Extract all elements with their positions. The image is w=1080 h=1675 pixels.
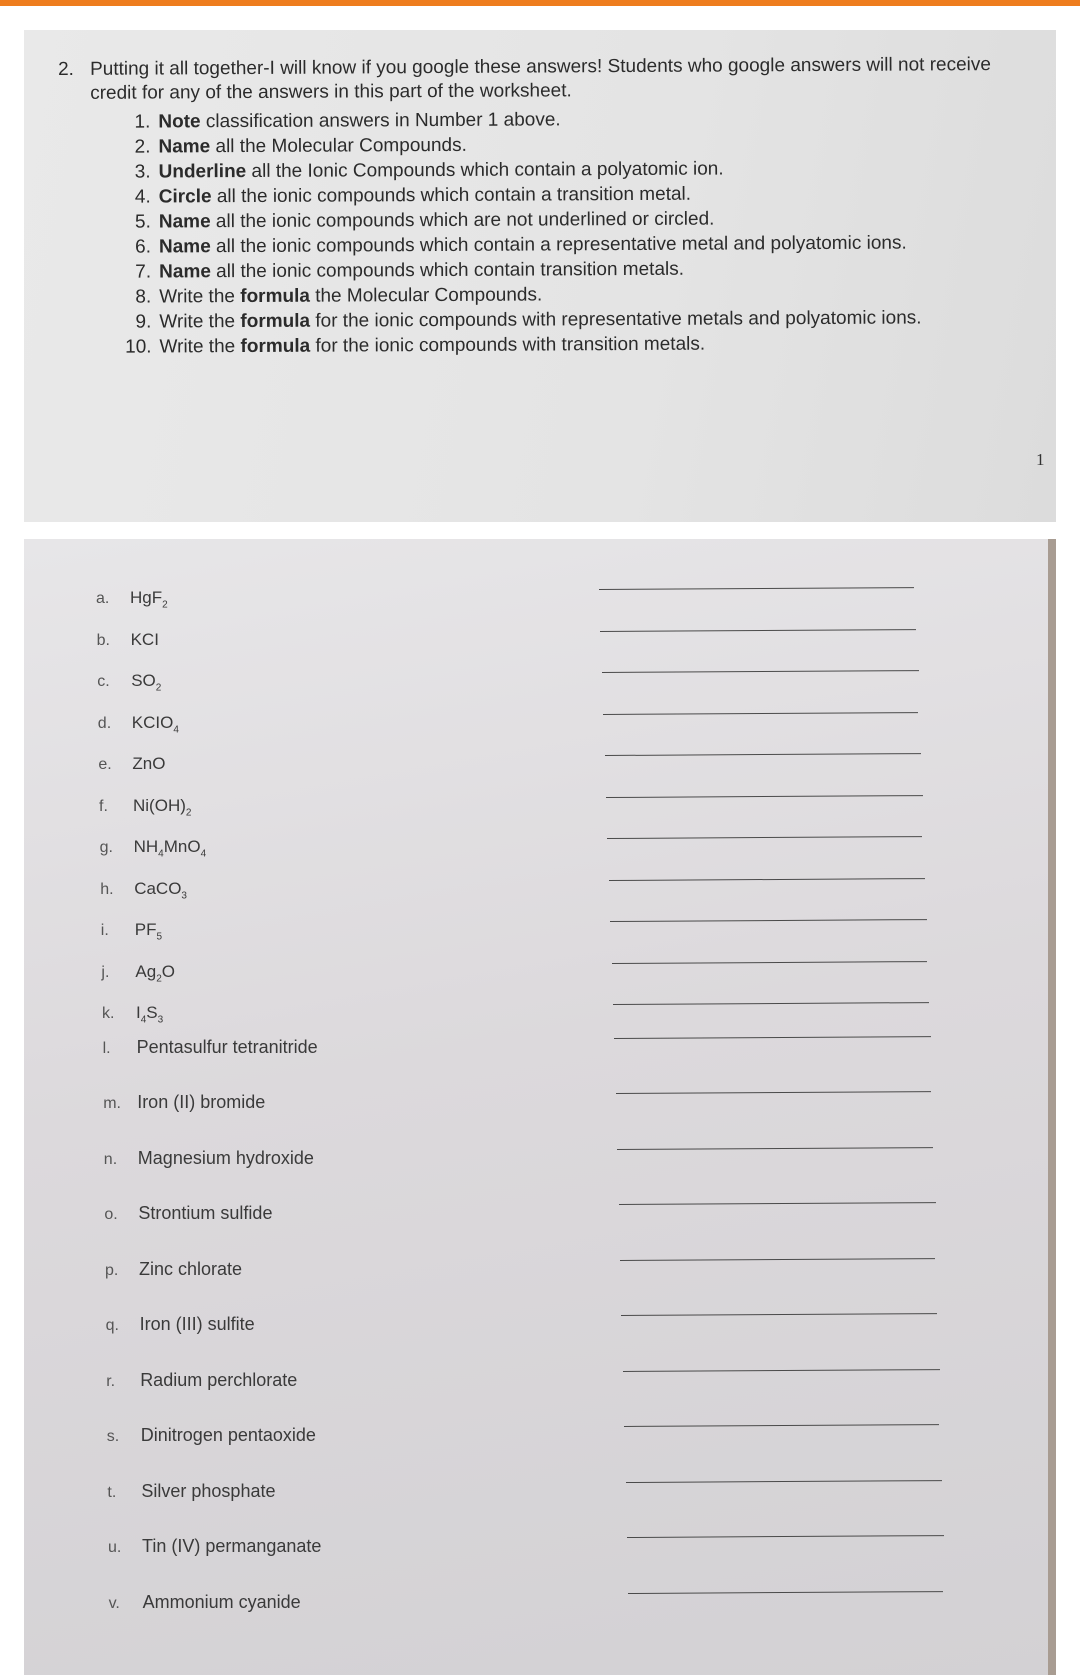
step-number: 6. [135, 236, 152, 258]
question-item [101, 962, 175, 984]
step-number: 1. [134, 111, 151, 133]
answer-line[interactable] [621, 1313, 937, 1316]
question-letter: i. [100, 922, 109, 939]
paper-edge-shadow [1048, 539, 1056, 1675]
question-letter: m. [103, 1095, 121, 1112]
step-number: 8. [135, 286, 152, 308]
question-letter: o. [104, 1206, 118, 1223]
question-letter: a. [96, 590, 110, 607]
answer-line[interactable] [628, 1591, 943, 1594]
answer-line[interactable] [600, 629, 916, 632]
question-text: CaCO$_3$ [134, 878, 187, 901]
question-text: $Ag_2O$ [135, 961, 175, 984]
question-item [103, 1037, 318, 1058]
answer-line[interactable] [603, 712, 918, 715]
question-item [100, 837, 207, 859]
question-letter: g. [99, 839, 113, 856]
step-number: 7. [135, 261, 152, 283]
step-number: 5. [134, 211, 151, 233]
answer-line[interactable] [614, 1036, 931, 1039]
question-text: Zinc chlorate [139, 1258, 243, 1279]
instruction-steps [58, 105, 1019, 360]
step-number: 2. [134, 136, 151, 158]
question-item [100, 879, 187, 901]
step-text: Note classification answers in Number 1 above. [158, 109, 561, 133]
step-keyword: Name [158, 236, 211, 258]
question-text: ZnO [132, 754, 166, 773]
step-text: Write the formula for the ionic compounds with representative metals and polyatomic ions. [159, 307, 922, 333]
question-letter: h. [100, 880, 114, 898]
instructions-photo [24, 30, 1056, 522]
answer-line[interactable] [599, 587, 914, 590]
question-text: $Ni(OH)_2$ [133, 795, 192, 818]
step-text: Write the formula for the ionic compounds with transition metals. [159, 333, 706, 358]
answer-line[interactable] [623, 1369, 940, 1372]
answer-line[interactable] [624, 1424, 939, 1427]
question-text: Iron (III) sulfite [139, 1314, 255, 1334]
answer-line[interactable] [605, 753, 921, 756]
step-number: 4. [134, 186, 151, 208]
question-text: Dinitrogen pentaoxide [140, 1425, 316, 1445]
question-text: $SO_2$ [131, 671, 162, 694]
step-text: Name all the ionic compounds which are not underlined or circled. [158, 208, 715, 233]
step-keyword: Circle [158, 186, 212, 208]
step-number: 9. [135, 311, 152, 333]
question-item [105, 1259, 242, 1280]
answer-line[interactable] [613, 1002, 929, 1005]
question-text: Pentasulfur tetranitride [136, 1036, 318, 1057]
question-letter: r. [106, 1372, 116, 1390]
answer-line[interactable] [609, 878, 925, 881]
question-text: HgF$_2$ [130, 588, 168, 611]
answer-line[interactable] [617, 1147, 933, 1150]
answer-line[interactable] [612, 961, 927, 964]
question-item [96, 588, 168, 610]
step-keyword: Note [158, 111, 201, 133]
step-text: Underline all the Ionic Compounds which contain a polyatomic ion. [158, 158, 724, 183]
step-keyword: formula [240, 285, 310, 308]
question-letter: s. [106, 1428, 120, 1445]
answer-line[interactable] [610, 919, 927, 922]
answer-line[interactable] [620, 1258, 935, 1261]
question-item [101, 920, 162, 942]
question-intro-text: Putting it all together-I will know if you google these answers! Students who google answers will not receive credit for any of the answers in this part of the worksheet. [90, 54, 991, 104]
question-text: Iron (II) bromide [137, 1092, 266, 1112]
instructions-block [58, 53, 1020, 360]
step-text: Name all the ionic compounds which contain transition metals. [159, 258, 685, 283]
question-letter: c. [97, 673, 110, 690]
question-text: Ammonium cyanide [142, 1591, 301, 1612]
question-item [98, 754, 165, 774]
question-letter: b. [96, 631, 110, 649]
question-text: Radium perchlorate [140, 1369, 298, 1390]
question-text: $PF_5$ [134, 920, 163, 943]
question-item [107, 1481, 275, 1502]
question-letter: e. [98, 756, 112, 773]
question-item [108, 1536, 321, 1557]
question-item [106, 1314, 255, 1335]
step-text: Name all the Molecular Compounds. [158, 134, 467, 158]
question-letter: d. [97, 714, 112, 732]
step-keyword: Name [159, 261, 211, 283]
question-letter: l. [102, 1039, 111, 1057]
question-intro [58, 53, 1018, 106]
question-text: Strontium sulfide [138, 1203, 273, 1223]
question-letter: n. [103, 1150, 118, 1168]
question-item [97, 630, 159, 650]
question-text: Silver phosphate [141, 1480, 276, 1501]
answer-line[interactable] [606, 795, 923, 798]
question-letter: v. [108, 1594, 120, 1612]
step-keyword: Name [158, 136, 211, 158]
question-item [99, 796, 191, 818]
question-letter: q. [105, 1317, 119, 1334]
step-keyword: formula [240, 335, 311, 358]
question-letter: t. [107, 1483, 117, 1501]
answer-line[interactable] [607, 836, 922, 839]
question-item [98, 713, 179, 735]
question-item [109, 1592, 301, 1613]
question-letter: p. [105, 1261, 119, 1279]
question-text: KCI [130, 629, 159, 649]
step-text: Circle all the ionic compounds which contain a transition metal. [158, 183, 692, 208]
step-keyword: formula [240, 310, 311, 333]
question-text: $I_4S_3$ [136, 1003, 164, 1026]
question-letter: u. [108, 1539, 122, 1556]
question-item [103, 1092, 265, 1113]
step-keyword: Underline [158, 161, 247, 183]
top-accent-bar [0, 0, 1080, 6]
instruction-step [117, 330, 1019, 360]
step-number: 3. [134, 161, 151, 183]
answer-line[interactable] [602, 670, 919, 673]
step-keyword: Name [158, 211, 211, 233]
question-text: Tin (IV) permanganate [142, 1536, 322, 1556]
answer-line[interactable] [619, 1202, 936, 1205]
question-letter: f. [99, 797, 108, 815]
question-item [104, 1203, 272, 1224]
question-item [104, 1148, 314, 1169]
step-number: 10. [125, 336, 152, 358]
step-text: Name all the ionic compounds which contain a representative metal and polyatomic ions. [158, 232, 907, 258]
step-text: Write the formula the Molecular Compounds. [159, 284, 543, 308]
question-letter: k. [102, 1005, 115, 1022]
question-item [97, 671, 161, 693]
question-letter: j. [101, 963, 110, 981]
worksheet-photo [24, 539, 1056, 1675]
question-text: $NH_4MnO_4$ [133, 837, 207, 860]
question-item [106, 1370, 297, 1391]
answer-line[interactable] [616, 1091, 931, 1094]
page-number: 1 [1036, 450, 1045, 469]
answer-line[interactable] [626, 1480, 942, 1483]
question-text: Magnesium hydroxide [137, 1147, 314, 1168]
question-number: 2. [58, 58, 74, 80]
question-item [102, 1003, 163, 1025]
question-text: $KCIO_4$ [131, 712, 179, 735]
answer-line[interactable] [627, 1535, 944, 1538]
question-item [107, 1425, 316, 1446]
